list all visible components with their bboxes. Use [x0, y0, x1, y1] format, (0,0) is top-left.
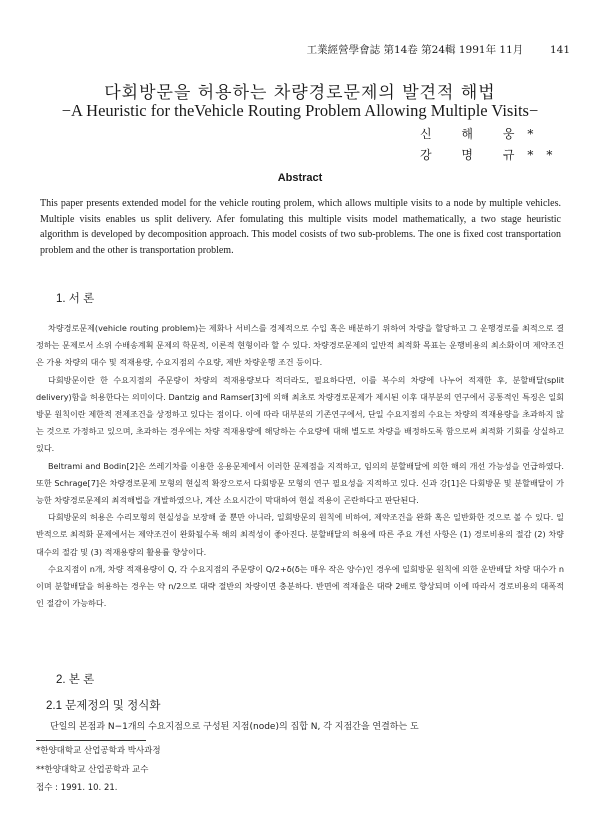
footnote-1: *한양대학교 산업공학과 박사과정: [36, 746, 161, 756]
abstract-text: This paper presents extended model for the vehicle routing prolem, which allows multiple visits to a node by multiple vehicles. Multiple visits enables us split delivery. Afer fomulating this multiple visits model mathematically, a two stage heuristic algorithm is developed by decomposition approach. This model cosists of two sub-problems. The one is fixed cost transportation problem and the other is transportation problem.: [40, 198, 561, 256]
abstract-heading: Abstract: [277, 172, 323, 184]
footnote-divider: [36, 740, 146, 741]
footnote-3: 접수 : 1991. 10. 21.: [36, 783, 118, 793]
paragraph: 다회방문이란 한 수요지점의 주문량이 차량의 적재용량보다 적더라도, 필요하다면, 이를 복수의 차량에 나누어 적재한 후, 분할배달(split delivery)함을 허용한다는 의미이다. Dantzig and Ramser[3]에 의해 최초로 차량경로문제가 제시된 이후 대부분의 연구에서 공통적인 특징은 일회방문 원칙이란 제한적 전제조건을 상정하고 있다는 점이다. 이에 따라 대부분의 기존연구에서, 단일 수요지점의 수요는 차량의 적재용량을 초과하지 않는 것으로 가정하고 있으며, 초과하는 경우에는 차량 적재용량에 해당하는 수요량에 대해 별도로 차량을 배정하도록 함으로써 최적화 기회를 상실하고 있다.: [36, 374, 564, 454]
author-2: 강 명 규**: [420, 148, 566, 162]
section-2-lead: 단일의 본점과 N−1개의 수요지점으로 구성된 지점(node)의 집합 N, 각 지점간을 연결하는 도: [50, 722, 419, 732]
paragraph: 수요지점이 n개, 차량 적재용량이 Q, 각 수요지점의 주문량이 Q/2+δ(δ는 매우 작은 양수)인 경우에 일회방문 원칙에 의한 운반배달 차량 대수가 n이며 분할배달을 허용하는 경우는 약 n/2으로 대략 절반의 차량이면 충분하다. 반면에 적재율은 대략 2배로 향상되며 이에 따라서 경로비용의 대폭적인 절감이 가능하다.: [36, 563, 564, 609]
paragraph: Beltrami and Bodin[2]은 쓰레기차를 이용한 응용문제에서 이러한 문제점을 지적하고, 임의의 분할배달에 의한 해의 개선 가능성을 언급하였다. 또한 Schrage[7]은 차량경로문제 모형의 현실적 확장으로서 다회방문 모형의 연구 필요성을 지적하고 있다. 신과 강[1]은 다회방문 및 분할배달이 가능한 차량경로문제의 최적해법을 개발하였으나, 계산 소요시간이 막대하여 현실 적용이 곤란하다고 판단된다.: [36, 460, 564, 506]
author-1: 신 해 웅*: [420, 127, 547, 141]
paragraph: 다회방문의 허용은 수리모형의 현실성을 보장해 줄 뿐만 아니라, 일회방문의 원칙에 비하여, 제약조건을 완화 혹은 일반화한 것으로 볼 수 있다. 일반적으로 최적화 문제에서는 제약조건이 완화될수록 해의 최적성이 좋아진다. 분할배달의 허용에 따른 주요 개선 사항은 (1) 경로비용의 절감 (2) 차량 대수의 절감 및 (3) 적재용량의 활용률 향상이다.: [36, 512, 564, 557]
section-1-body: [36, 320, 564, 612]
section-2-heading: 2. 본 론: [56, 674, 95, 686]
subsection-heading: 2.1 문제정의 및 정식화: [46, 700, 161, 712]
journal-header: [290, 42, 570, 57]
journal-info: 工業經營學會誌 第14卷 第24輯 1991年 11月: [306, 44, 524, 56]
paragraph: 차량경로문제(vehicle routing problem)는 제화나 서비스를 경제적으로 수입 혹은 배분하기 위하여 차량을 할당하고 그 운행경로를 최적으로 결정하는 문제로서 소위 수배송계획 문제의 학문적, 이론적 현형이라 할 수 있다. 차량경로문제의 일반적 최적화 목표는 운행비용의 최소화이며 제약조건은 가용 차량의 대수 및 적재용량, 수요지점의 수요량, 제반 차량운행 조건 등이다.: [36, 323, 564, 368]
title-english: −A Heuristic for theVehicle Routing Problem Allowing Multiple Visits−: [61, 101, 539, 120]
footnote-2: **한양대학교 산업공학과 교수: [36, 765, 149, 775]
section-1-heading: 1. 서 론: [56, 293, 95, 305]
title-korean: 다회방문을 허용하는 차량경로문제의 발견적 해법: [104, 83, 496, 103]
page-number: 141: [549, 44, 570, 56]
